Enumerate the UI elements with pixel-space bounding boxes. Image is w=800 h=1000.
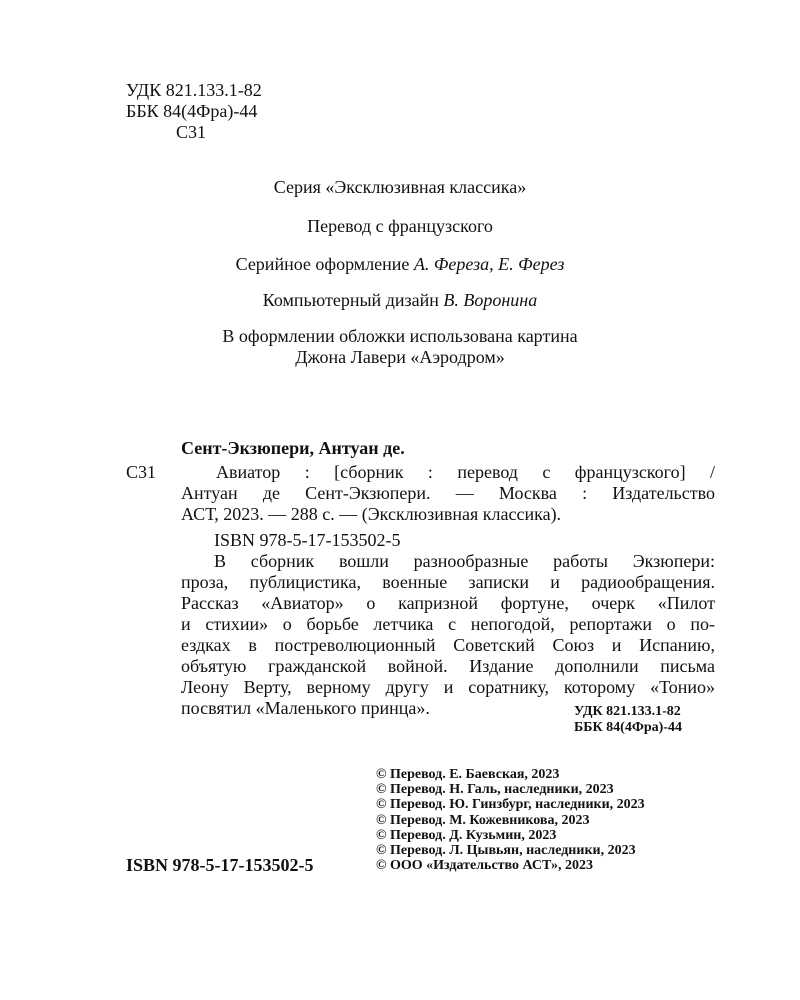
translation-line: Перевод с французского	[307, 216, 493, 236]
bbk-code-top: ББК 84(4Фра)-44	[126, 101, 258, 121]
cover-credit-line-2: Джона Лавери «Аэродром»	[295, 347, 505, 367]
copyright-line: © Перевод. Ю. Гинзбург, наследники, 2023	[376, 797, 645, 813]
computer-design-name: В. Воронина	[443, 290, 538, 310]
copyright-line: © Перевод. Е. Баевская, 2023	[376, 767, 560, 782]
bibliographic-description	[181, 462, 715, 525]
annotation	[181, 551, 715, 719]
catalog-udk: УДК 821.133.1-82	[574, 704, 681, 719]
bib-line: Антуан де Сент-Экзюпери. — Москва : Издательство	[181, 483, 715, 503]
catalog-bbk: ББК 84(4Фра)-44	[574, 720, 682, 735]
cover-credit-line-1: В оформлении обложки использована картина	[222, 326, 578, 346]
copyright-line: © Перевод. Н. Галь, наследники, 2023	[376, 782, 614, 798]
annotation-line: ездках в постреволюционный Советский Союз и Испанию,	[181, 635, 715, 655]
serial-design-names: А. Фереза, Е. Ферез	[413, 254, 565, 274]
serial-design-label: Серийное оформление	[235, 254, 410, 274]
copyright-line: © Перевод. Д. Кузьмин, 2023	[376, 827, 557, 843]
copyright-line: © Перевод. Л. Цывьян, наследники, 2023	[376, 842, 636, 858]
serial-design-line	[0, 254, 800, 275]
annotation-line: Леону Верту, верному другу и соратнику, которому «Тонио»	[181, 677, 715, 697]
annotation-line: В сборник вошли разнообразные работы Экзюпери:	[214, 551, 715, 571]
annotation-line: объятую гражданской войной. Издание дополнили письма	[181, 656, 715, 676]
bib-line: АСТ, 2023. — 288 с. — (Эксклюзивная классика).	[181, 504, 562, 524]
copyright-list	[376, 767, 645, 873]
bib-line: Авиатор : [сборник : перевод с французского] /	[216, 462, 715, 482]
catalog-author-mark: С31	[126, 462, 157, 482]
annotation-line: и стихии» о борьбе летчика с непогодой, репортажи о по-	[181, 614, 715, 634]
annotation-line: Рассказ «Авиатор» о капризной фортуне, очерк «Пилот	[181, 593, 715, 613]
annotation-line: посвятил «Маленького принца».	[181, 698, 430, 718]
author-mark-top: С31	[176, 122, 207, 142]
series-line: Серия «Эксклюзивная классика»	[273, 177, 527, 197]
catalog-heading: Сент-Экзюпери, Антуан де.	[181, 438, 405, 458]
copyright-line: © Перевод. М. Кожевникова, 2023	[376, 812, 590, 828]
computer-design-label: Компьютерный дизайн	[262, 290, 439, 310]
catalog-isbn: ISBN 978-5-17-153502-5	[214, 530, 401, 550]
bottom-isbn: ISBN 978-5-17-153502-5	[126, 855, 314, 875]
annotation-line: проза, публицистика, военные записки и радиообращения.	[181, 572, 715, 592]
udk-code-top: УДК 821.133.1-82	[126, 80, 262, 100]
computer-design-line	[0, 290, 800, 311]
copyright-line: © ООО «Издательство АСТ», 2023	[376, 858, 594, 874]
